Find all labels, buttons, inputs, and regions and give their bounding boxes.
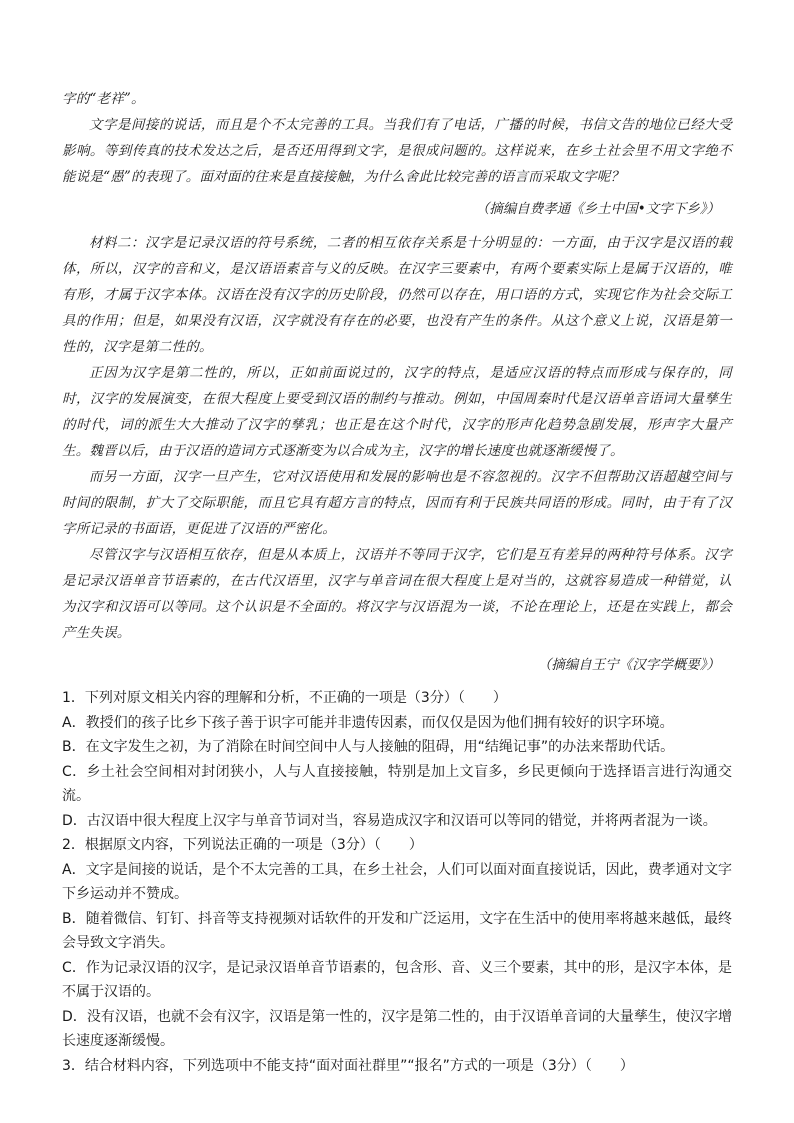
- material-two-paragraph-1: 材料二：汉字是记录汉语的符号系统，二者的相互依存关系是十分明显的：一方面，由于汉字是汉语的载体，所以，汉字的音和义，是汉语语素音与义的反映。在汉字三要素中，有两个要素实际上是属于汉语的，唯有形，才属于汉字本体。汉语在没有汉字的历史阶段，仍然可以存在，用口语的方式，实现它作为社会交际工具的作用；但是，如果没有汉语，汉字就没有存在的必要，也没有产生的条件。从这个意义上说，汉语是第一性的，汉字是第二性的。: [62, 235, 732, 355]
- material-one-paragraph-2: 文字是间接的说话，而且是个不太完善的工具。当我们有了电话，广播的时候，书信文告的地位已经大受影响。等到传真的技术发达之后，是否还用得到文字，是很成问题的。这样说来，在乡土社会里不用文字绝不能说是“愚”的表现了。面对面的往来是直接接触，为什么舍此比较完善的语言而采取文字呢？: [62, 117, 732, 185]
- question-1-option-c: C．乡土社会空间相对封闭狭小，人与人直接接触，特别是加上文盲多，乡民更倾向于选择语言进行沟通交流。: [62, 763, 732, 804]
- question-1-stem: 1．下列对原文相关内容的理解和分析，不正确的一项是（3分）（ ）: [62, 690, 507, 706]
- material-one-source: （摘编自费孝通《乡土中国•文字下乡》）: [475, 201, 720, 217]
- question-2-stem: 2．根据原文内容，下列说法正确的一项是（3分）（ ）: [62, 837, 423, 853]
- material-two-paragraph-2: 正因为汉字是第二性的，所以，正如前面说过的，汉字的特点，是适应汉语的特点而形成与保存的，同时，汉字的发展演变，在很大程度上要受到汉语的制约与推动。例如，中国周秦时代是汉语单音语词大量孳生的时代，词的派生大大推动了汉字的孳乳；也正是在这个时代，汉字的形声化趋势急剧发展，形声字大量产生。魏晋以后，由于汉语的造词方式逐渐变为以合成为主，汉字的增长速度也就逐渐缓慢了。: [62, 365, 732, 459]
- material-two-source: （摘编自王宁《汉字学概要》）: [537, 657, 720, 673]
- question-2-option-d: D．没有汉语，也就不会有汉字，汉语是第一性的，汉字是第二性的，由于汉语单音词的大量孳生，使汉字增长速度逐渐缓慢。: [62, 1008, 732, 1049]
- question-2-option-a: A．文字是间接的说话，是个不太完善的工具，在乡土社会，人们可以面对面直接说话，因此，费孝通对文字下乡运动并不赞成。: [62, 861, 732, 902]
- question-2-option-c: C．作为记录汉语的汉字，是记录汉语单音节语素的，包含形、音、义三个要素，其中的形，是汉字本体，是不属于汉语的。: [62, 959, 732, 1000]
- material-two: [62, 230, 732, 646]
- questions: [62, 686, 732, 1078]
- question-1-option-b: B．在文字发生之初，为了消除在时间空间中人与人接触的阻碍，用“结绳记事”的办法来帮助代话。: [62, 739, 675, 755]
- material-one-paragraph-1: 字的“老祥”。: [62, 91, 145, 107]
- material-two-paragraph-4: 尽管汉字与汉语相互依存，但是从本质上，汉语并不等同于汉字，它们是互有差异的两种符号体系。汉字是记录汉语单音节语素的，在古代汉语里，汉字与单音词在很大程度上是对当的，这就容易造成一种错觉，认为汉字和汉语可以等同。这个认识是不全面的。将汉字与汉语混为一谈，不论在理论上，还是在实践上，都会产生失误。: [62, 547, 732, 641]
- question-1-option-a: A．教授们的孩子比乡下孩子善于识字可能并非遗传因素，而仅仅是因为他们拥有较好的识字环境。: [62, 714, 674, 731]
- question-3-stem: 3．结合材料内容，下列选项中不能支持“面对面社群里”“报名”方式的一项是（3分）（ ）: [62, 1057, 634, 1074]
- question-2-option-b: B．随着微信、钉钉、抖音等支持视频对话软件的开发和广泛运用，文字在生活中的使用率将越来越低，最终会导致文字消失。: [62, 910, 732, 951]
- question-1-option-d: D．古汉语中很大程度上汉字与单音节词对当，容易造成汉字和汉语可以等同的错觉，并将两者混为一谈。: [62, 812, 717, 829]
- material-one: [62, 86, 732, 190]
- material-two-paragraph-3: 而另一方面，汉字一旦产生，它对汉语使用和发展的影响也是不容忽视的。汉字不但帮助汉语超越空间与时间的限制，扩大了交际职能，而且它具有超方言的特点，因而有利于民族共同语的形成。同时，由于有了汉字所记录的书面语，更促进了汉语的严密化。: [62, 469, 732, 537]
